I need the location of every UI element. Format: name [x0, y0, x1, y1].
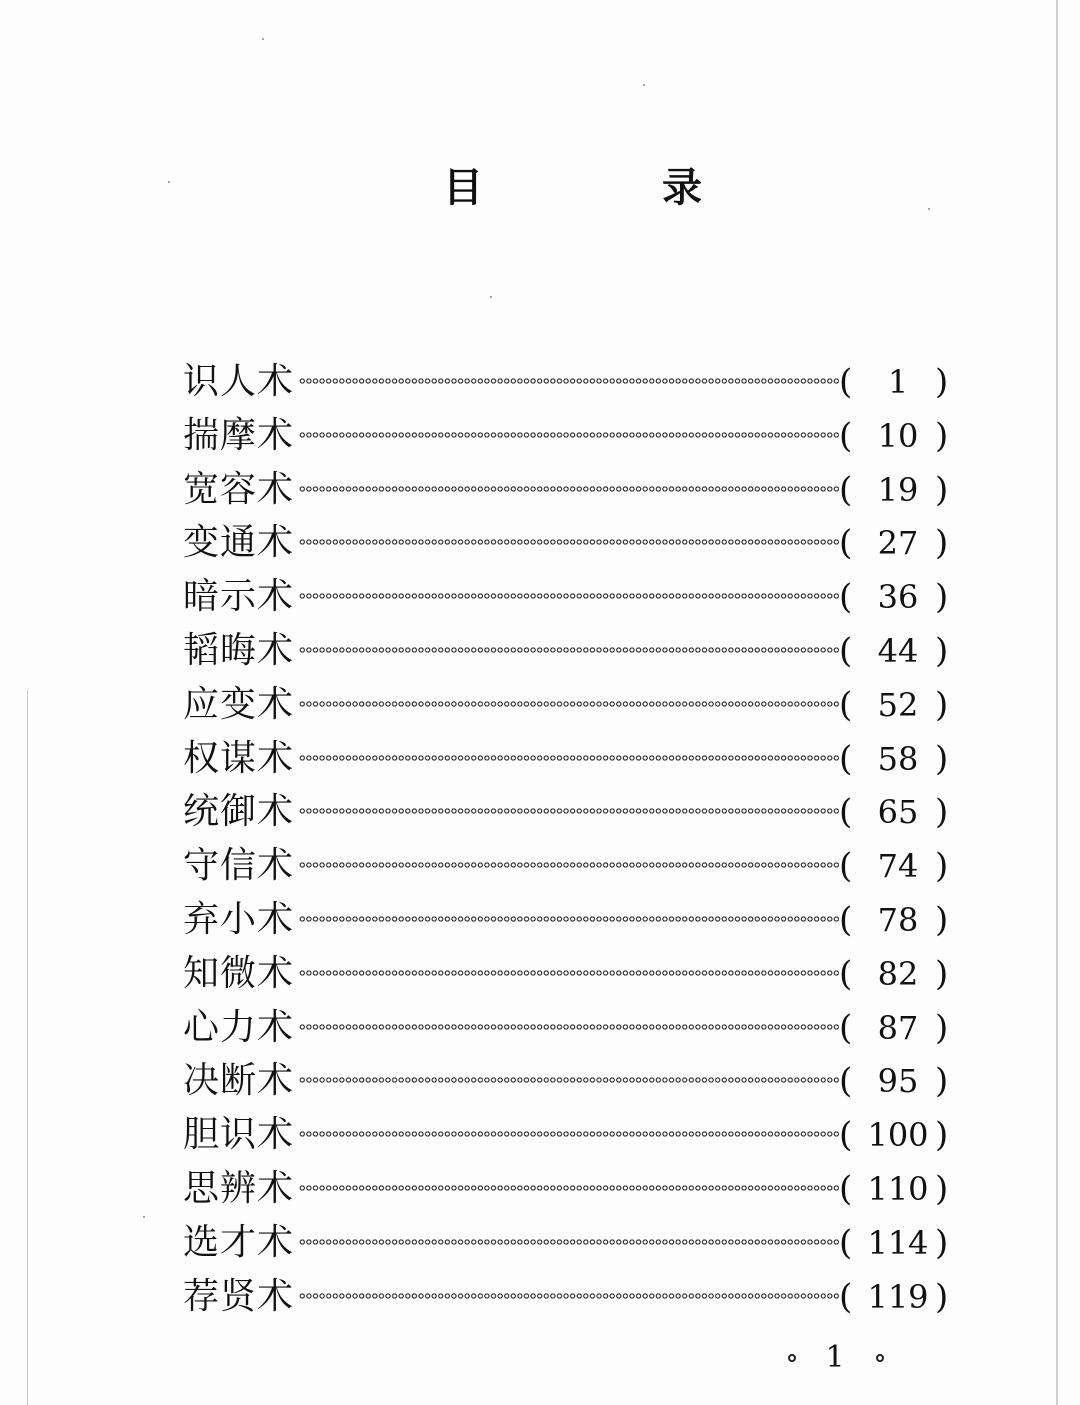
close-paren: ): [935, 1115, 949, 1156]
close-paren: ): [935, 953, 949, 994]
toc-entry-title: 韬晦术: [183, 629, 295, 671]
toc-entry[interactable]: [183, 1001, 973, 1055]
toc-entry-title: 知微术: [183, 952, 295, 994]
toc-entry[interactable]: [183, 1216, 973, 1270]
open-paren: (: [839, 523, 853, 564]
open-paren: (: [839, 415, 853, 456]
toc-entry[interactable]: [183, 1270, 973, 1324]
toc-entry-title: 暗示术: [183, 576, 295, 618]
toc-entry[interactable]: [183, 947, 973, 1001]
title-char: 录: [662, 165, 702, 211]
toc-dot-leader: [299, 968, 839, 978]
toc-entry[interactable]: [183, 678, 973, 732]
open-paren: (: [839, 1061, 853, 1102]
toc-page-number: 52: [877, 685, 919, 724]
toc-dot-leader: [299, 1075, 839, 1085]
close-paren: ): [935, 469, 949, 510]
toc-entry[interactable]: [183, 463, 973, 517]
table-of-contents: [183, 355, 973, 1323]
toc-entry-title: 弃小术: [183, 898, 295, 940]
scan-speck: [490, 296, 492, 298]
toc-page-number: 65: [877, 793, 919, 832]
toc-dot-leader: [299, 430, 839, 440]
toc-dot-leader: [299, 699, 839, 709]
toc-entry-title: 心力术: [183, 1006, 295, 1048]
toc-dot-leader: [299, 1291, 839, 1301]
close-paren: ): [935, 792, 949, 833]
close-paren: ): [935, 1276, 949, 1317]
toc-page-number: 78: [877, 900, 919, 939]
close-paren: ): [935, 630, 949, 671]
toc-dot-leader: [299, 484, 839, 494]
footer-bullet-icon: [788, 1354, 796, 1362]
close-paren: ): [935, 846, 949, 887]
toc-dot-leader: [299, 860, 839, 870]
toc-page-number: 58: [877, 739, 919, 778]
footer-page-number: 1: [825, 1340, 845, 1375]
toc-entry[interactable]: [183, 785, 973, 839]
toc-page-number: 82: [877, 954, 919, 993]
toc-dot-leader: [299, 1022, 839, 1032]
toc-entry-title: 荐贤术: [183, 1275, 295, 1317]
toc-page-number: 27: [877, 524, 919, 563]
toc-dot-leader: [299, 1183, 839, 1193]
toc-entry[interactable]: [183, 409, 973, 463]
open-paren: (: [839, 846, 853, 887]
close-paren: ): [935, 899, 949, 940]
close-paren: ): [935, 1007, 949, 1048]
toc-entry-title: 胆识术: [183, 1114, 295, 1156]
scan-speck: [643, 84, 645, 86]
open-paren: (: [839, 1115, 853, 1156]
toc-entry[interactable]: [183, 1162, 973, 1216]
close-paren: ): [935, 684, 949, 725]
toc-entry-title: 选才术: [183, 1221, 295, 1263]
toc-entry-title: 揣摩术: [183, 414, 295, 456]
open-paren: (: [839, 1168, 853, 1209]
close-paren: ): [935, 577, 949, 618]
toc-entry-title: 识人术: [183, 361, 295, 402]
toc-page-number: 95: [877, 1062, 919, 1101]
toc-dot-leader: [299, 753, 839, 763]
toc-entry[interactable]: [183, 839, 973, 893]
toc-entry[interactable]: [183, 1054, 973, 1108]
toc-dot-leader: [299, 1129, 839, 1139]
footer-bullet-icon: [876, 1354, 884, 1362]
toc-entry[interactable]: [183, 624, 973, 678]
toc-page-number: 87: [877, 1008, 919, 1047]
toc-page-number: 74: [877, 847, 919, 886]
toc-entry[interactable]: [183, 570, 973, 624]
toc-dot-leader: [299, 537, 839, 547]
toc-dot-leader: [299, 1237, 839, 1247]
toc-entry-title: 守信术: [183, 845, 295, 887]
toc-page-number: 100: [867, 1116, 929, 1155]
toc-entry[interactable]: [183, 732, 973, 786]
toc-page-number: 44: [877, 631, 919, 670]
open-paren: (: [839, 362, 853, 402]
toc-page-number: 36: [877, 578, 919, 617]
toc-page-number: 10: [877, 416, 919, 455]
title-char: 目: [443, 165, 483, 211]
open-paren: (: [839, 1007, 853, 1048]
toc-entry-title: 应变术: [183, 683, 295, 725]
close-paren: ): [935, 415, 949, 456]
close-paren: ): [935, 523, 949, 564]
scan-speck: [143, 1216, 145, 1218]
toc-dot-leader: [299, 376, 839, 386]
toc-entry[interactable]: [183, 1108, 973, 1162]
open-paren: (: [839, 684, 853, 725]
toc-page-number: 19: [877, 470, 919, 509]
toc-entry[interactable]: [183, 893, 973, 947]
toc-page-number: 119: [867, 1277, 929, 1316]
toc-dot-leader: [299, 645, 839, 655]
page-edge-left: [27, 690, 28, 1405]
toc-page-number: 110: [867, 1169, 929, 1208]
toc-entry[interactable]: [183, 516, 973, 570]
open-paren: (: [839, 630, 853, 671]
open-paren: (: [839, 1222, 853, 1263]
close-paren: ): [935, 1061, 949, 1102]
toc-page-number: 114: [867, 1223, 929, 1262]
toc-entry-title: 权谋术: [183, 737, 295, 779]
open-paren: (: [839, 738, 853, 779]
open-paren: (: [839, 1276, 853, 1317]
toc-entry-title: 变通术: [183, 522, 295, 564]
toc-dot-leader: [299, 806, 839, 816]
close-paren: ): [935, 1168, 949, 1209]
toc-page-number: 1: [887, 363, 909, 401]
open-paren: (: [839, 899, 853, 940]
page-footer: [780, 1338, 900, 1378]
open-paren: (: [839, 469, 853, 510]
scan-speck: [262, 38, 264, 40]
open-paren: (: [839, 577, 853, 618]
toc-entry[interactable]: [183, 355, 973, 409]
toc-entry-title: 决断术: [183, 1060, 295, 1102]
close-paren: ): [935, 738, 949, 779]
open-paren: (: [839, 792, 853, 833]
open-paren: (: [839, 953, 853, 994]
toc-dot-leader: [299, 591, 839, 601]
toc-entry-title: 思辨术: [183, 1167, 295, 1209]
toc-entry-title: 宽容术: [183, 468, 295, 510]
page-title: [0, 160, 1080, 220]
close-paren: ): [935, 362, 949, 402]
close-paren: ): [935, 1222, 949, 1263]
toc-entry-title: 统御术: [183, 791, 295, 833]
toc-dot-leader: [299, 914, 839, 924]
